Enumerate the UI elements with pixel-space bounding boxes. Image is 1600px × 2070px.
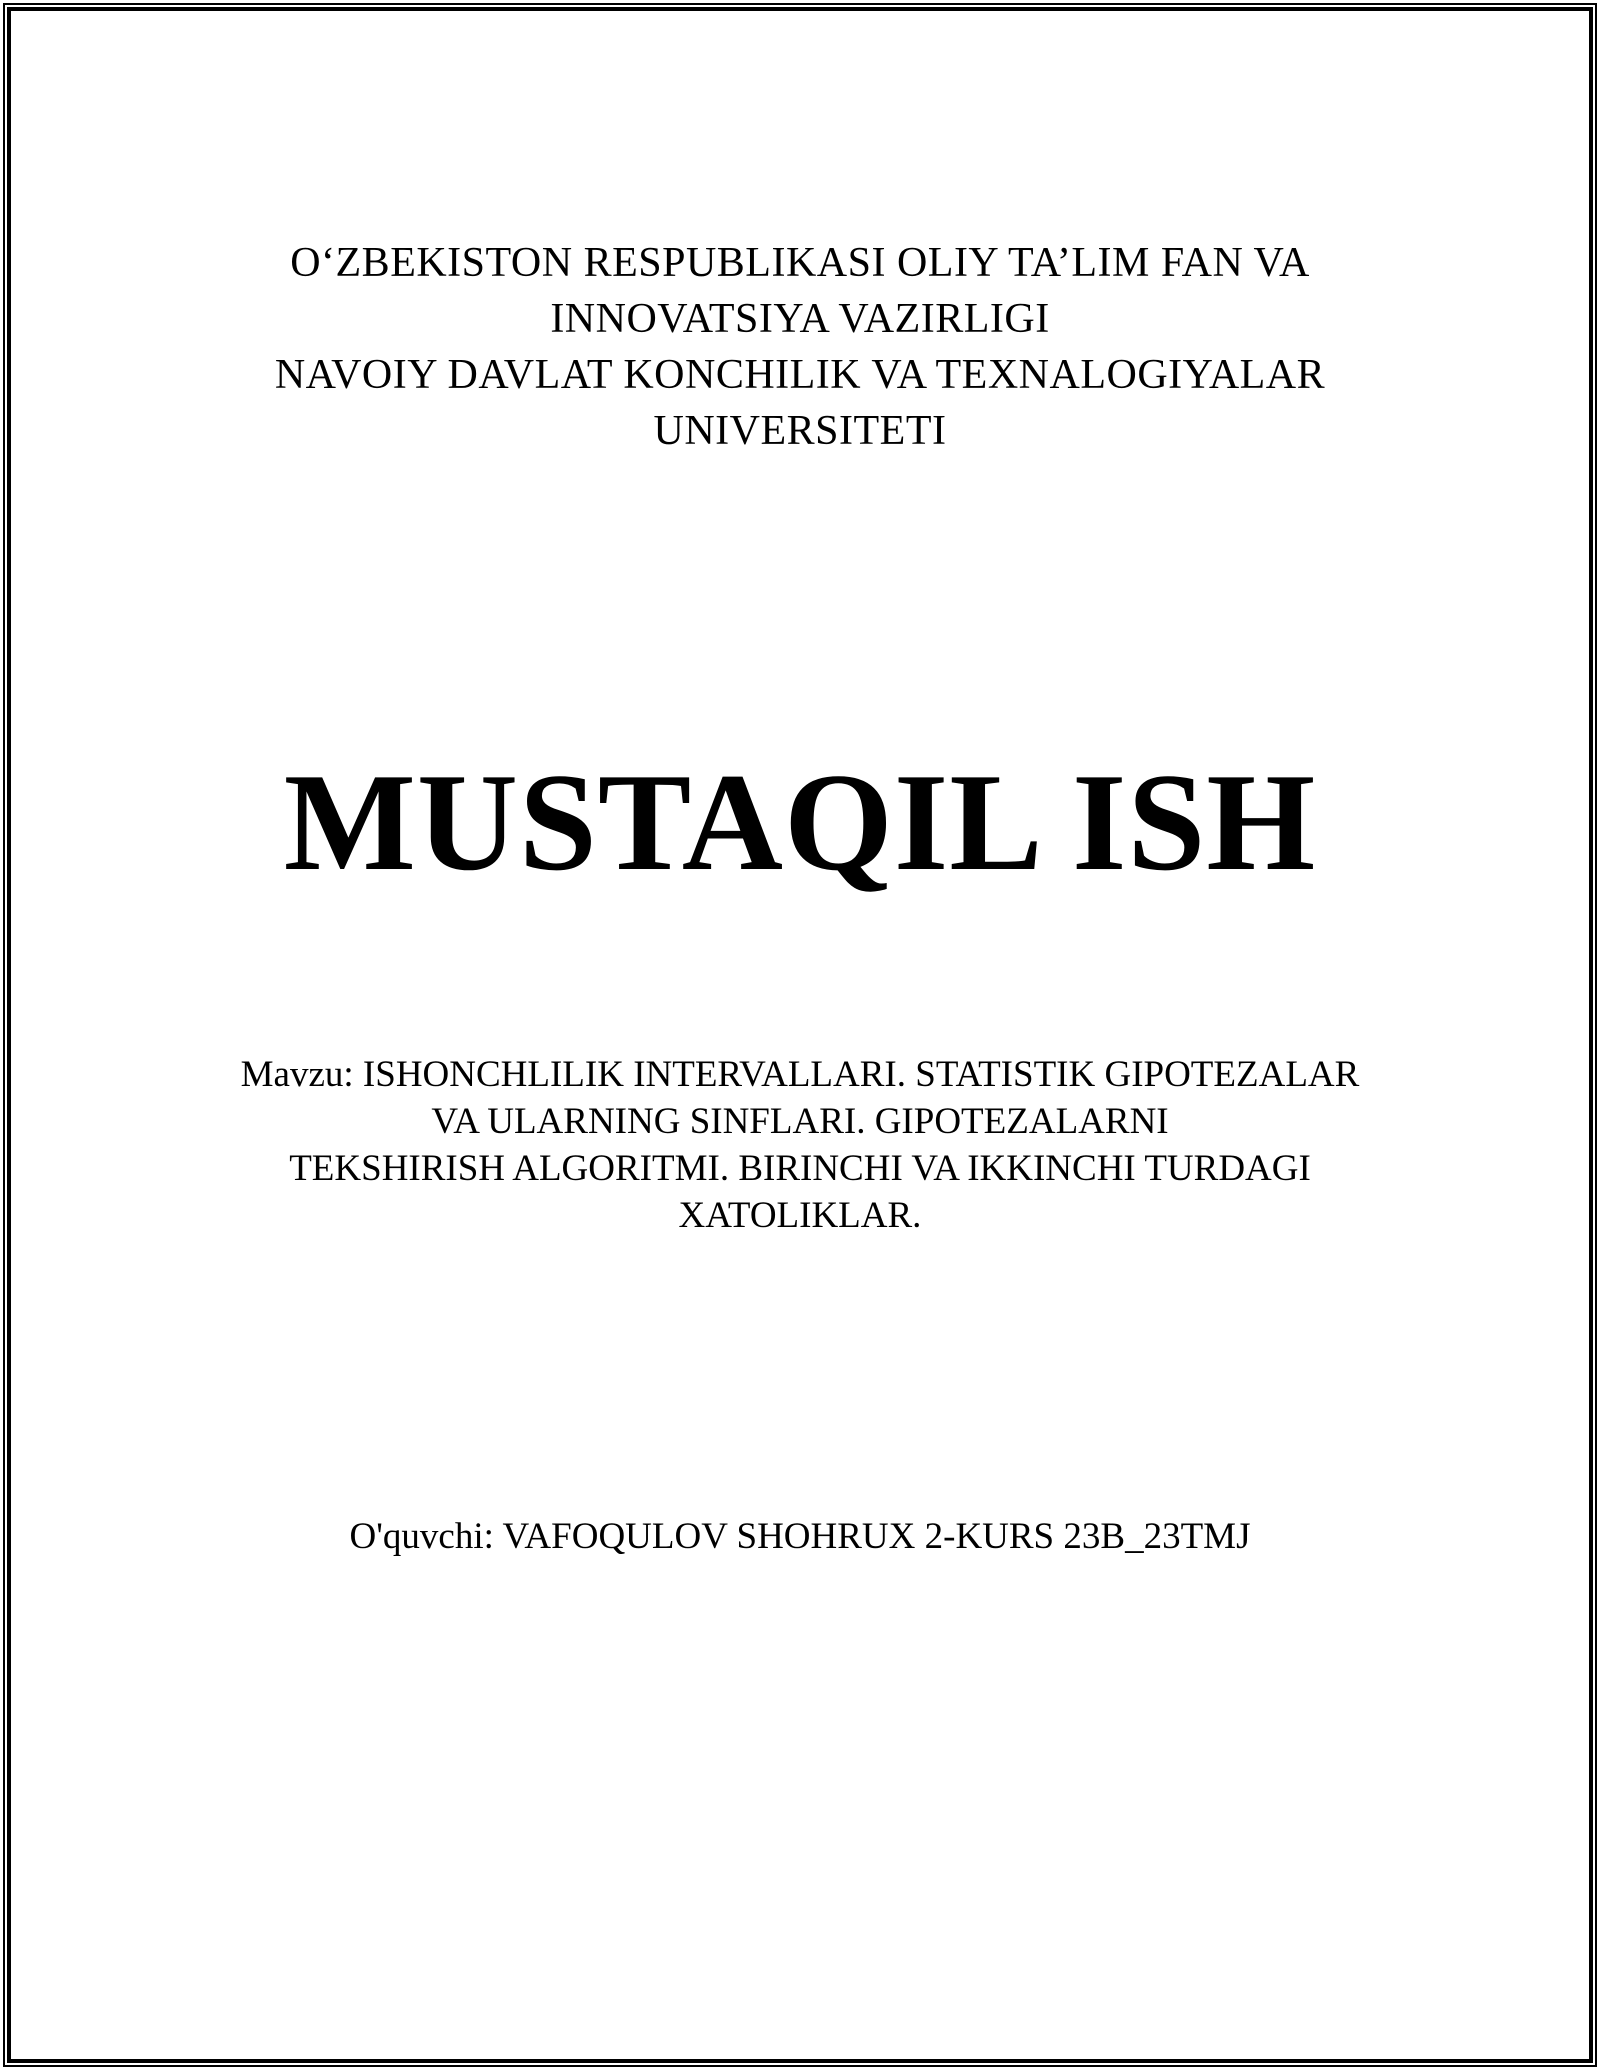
- topic-line: VA ULARNING SINFLARI. GIPOTEZALARNI: [431, 1101, 1169, 1142]
- topic-paragraph: [11, 1051, 1589, 1239]
- header-line: NAVOIY DAVLAT KONCHILIK VA TEXNALOGIYALAR: [274, 352, 1326, 398]
- ministry-header: [11, 235, 1589, 459]
- page-content: [11, 11, 1589, 2059]
- document-title: MUSTAQIL ISH: [283, 745, 1317, 900]
- header-line: O‘ZBEKISTON RESPUBLIKASI OLIY TA’LIM FAN VA: [290, 240, 1310, 286]
- topic-line: TEKSHIRISH ALGORITMI. BIRINCHI VA IKKINCHI TURDAGI: [289, 1148, 1311, 1189]
- header-line: UNIVERSITETI: [653, 408, 947, 454]
- topic-line: XATOLIKLAR.: [678, 1195, 922, 1236]
- topic-line: Mavzu: ISHONCHLILIK INTERVALLARI. STATISTIK GIPOTEZALAR: [240, 1054, 1360, 1095]
- student-line: O'quvchi: VAFOQULOV SHOHRUX 2-KURS 23B_23TMJ: [349, 1516, 1251, 1557]
- header-line: INNOVATSIYA VAZIRLIGI: [550, 296, 1050, 342]
